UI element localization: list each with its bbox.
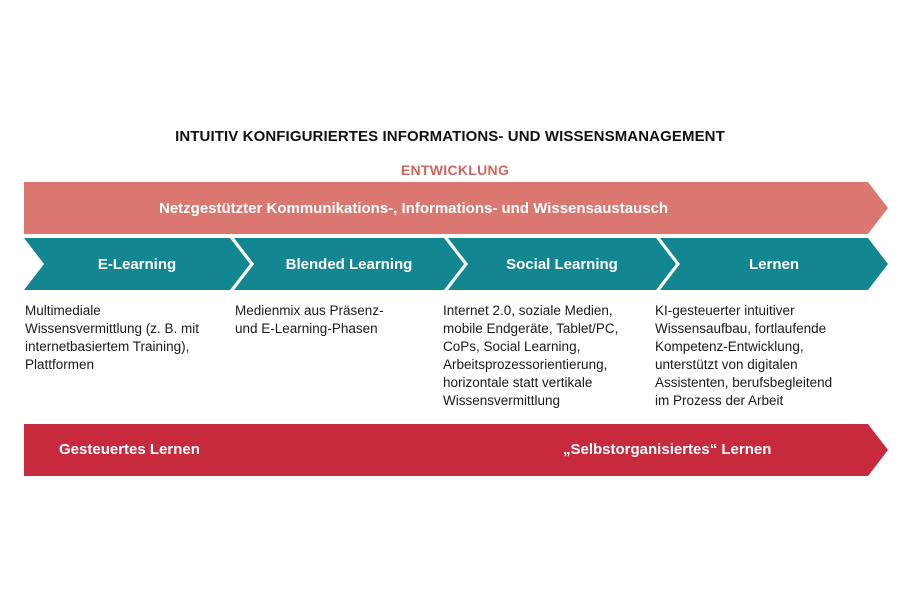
bottom-band-right-label: „Selbstorganisiertes“ Lernen	[563, 441, 772, 458]
top-band-label: Netzgestützter Kommunikations-, Informations- und Wissensaustausch	[159, 200, 669, 217]
description-line: Wissensvermittlung (z. B. mit	[25, 321, 200, 336]
description-line: Wissensaufbau, fortlaufende	[655, 321, 827, 336]
description-line: horizontale statt vertikale	[443, 375, 593, 390]
diagram-title: INTUITIV KONFIGURIERTES INFORMATIONS- UND WISSENSMANAGEMENT	[175, 128, 725, 145]
stage-label-e-learning: E-Learning	[97, 256, 177, 273]
description-line: CoPs, Social Learning,	[443, 339, 581, 354]
stage-label-social-learning: Social Learning	[506, 256, 618, 273]
description-line: KI-gesteuerter intuitiver	[655, 303, 795, 318]
stage-label-blended-learning: Blended Learning	[285, 256, 413, 273]
bottom-band-left-label: Gesteuertes Lernen	[59, 441, 200, 458]
stage-description-blended-learning	[235, 302, 384, 338]
description-line: im Prozess der Arbeit	[655, 393, 784, 408]
description-line: mobile Endgeräte, Tablet/PC,	[443, 321, 619, 336]
description-line: Internet 2.0, soziale Medien,	[443, 303, 613, 318]
description-line: Plattformen	[25, 357, 95, 372]
description-line: Wissensvermittlung	[443, 393, 561, 408]
development-heading: ENTWICKLUNG	[400, 162, 510, 178]
description-line: Kompetenz-Entwicklung,	[655, 339, 804, 354]
stage-description-e-learning	[25, 302, 199, 374]
description-line: Multimediale	[25, 303, 101, 318]
stage-description-lernen	[655, 302, 832, 410]
description-line: Arbeitsprozessorientierung,	[443, 357, 608, 372]
description-line: Medienmix aus Präsenz-	[235, 303, 384, 318]
stage-label-lernen: Lernen	[748, 256, 799, 273]
description-line: und E-Learning-Phasen	[235, 321, 378, 336]
stage-description-social-learning	[443, 302, 618, 410]
description-line: internetbasiertem Training),	[25, 339, 190, 354]
description-line: Assistenten, berufsbegleitend	[655, 375, 833, 390]
description-line: unterstützt von digitalen	[655, 357, 798, 372]
